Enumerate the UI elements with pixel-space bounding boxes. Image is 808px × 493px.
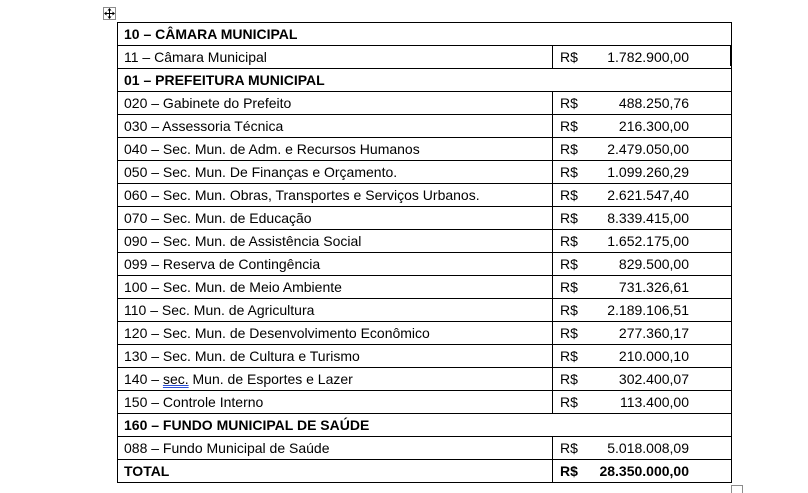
section-header-camara[interactable]: 10 – CÂMARA MUNICIPAL bbox=[118, 23, 732, 46]
table-row bbox=[118, 253, 732, 276]
currency-symbol: R$ bbox=[560, 371, 578, 387]
currency-symbol: R$ bbox=[560, 233, 578, 249]
currency-symbol: R$ bbox=[560, 279, 578, 295]
item-label[interactable]: 040 – Sec. Mun. de Adm. e Recursos Humanos bbox=[118, 138, 553, 161]
table-row bbox=[118, 184, 732, 207]
table-row bbox=[118, 138, 732, 161]
amount-value: 277.360,17 bbox=[618, 325, 689, 341]
amount-cell[interactable] bbox=[553, 207, 732, 230]
amount-cell[interactable] bbox=[553, 345, 732, 368]
amount-value: 731.326,61 bbox=[618, 279, 689, 295]
item-label[interactable]: 030 – Assessoria Técnica bbox=[118, 115, 553, 138]
currency-symbol: R$ bbox=[560, 95, 578, 111]
item-label[interactable]: 020 – Gabinete do Prefeito bbox=[118, 92, 553, 115]
amount-cell[interactable] bbox=[553, 230, 732, 253]
amount-value: 210.000,10 bbox=[618, 348, 689, 364]
amount-value: 5.018.008,09 bbox=[607, 440, 689, 456]
amount-value: 2.189.106,51 bbox=[607, 302, 689, 318]
table-row bbox=[118, 276, 732, 299]
table-row bbox=[118, 322, 732, 345]
currency-symbol: R$ bbox=[560, 210, 578, 226]
amount-value: 2.479.050,00 bbox=[607, 141, 689, 157]
amount-value: 2.621.547,40 bbox=[607, 187, 689, 203]
table-row bbox=[118, 230, 732, 253]
currency-symbol: R$ bbox=[560, 118, 578, 134]
spellcheck-marked-word[interactable]: sec. bbox=[162, 371, 189, 387]
table-move-handle-icon[interactable] bbox=[103, 7, 116, 20]
amount-cell[interactable] bbox=[553, 46, 732, 69]
table-row bbox=[118, 115, 732, 138]
four-arrows-move-icon bbox=[104, 8, 115, 19]
amount-cell[interactable] bbox=[553, 368, 732, 391]
total-row bbox=[118, 460, 732, 483]
resize-square-icon[interactable] bbox=[731, 485, 743, 493]
currency-symbol: R$ bbox=[560, 141, 578, 157]
amount-value: 1.099.260,29 bbox=[607, 164, 689, 180]
amount-cell[interactable] bbox=[553, 253, 732, 276]
item-label[interactable]: 088 – Fundo Municipal de Saúde bbox=[118, 437, 553, 460]
table-row bbox=[118, 161, 732, 184]
item-label[interactable]: 099 – Reserva de Contingência bbox=[118, 253, 553, 276]
amount-cell[interactable] bbox=[553, 138, 732, 161]
currency-symbol: R$ bbox=[560, 187, 578, 203]
table-row bbox=[118, 437, 732, 460]
currency-symbol: R$ bbox=[560, 463, 578, 479]
amount-cell[interactable] bbox=[553, 115, 732, 138]
amount-cell[interactable] bbox=[553, 299, 732, 322]
item-label[interactable]: 060 – Sec. Mun. Obras, Transportes e Serviços Urbanos. bbox=[118, 184, 553, 207]
table-row bbox=[118, 92, 732, 115]
currency-symbol: R$ bbox=[560, 302, 578, 318]
section-header-prefeitura[interactable]: 01 – PREFEITURA MUNICIPAL bbox=[118, 69, 732, 92]
currency-symbol: R$ bbox=[560, 164, 578, 180]
table-row bbox=[118, 391, 732, 414]
amount-cell[interactable] bbox=[553, 437, 732, 460]
currency-symbol: R$ bbox=[560, 440, 578, 456]
total-amount-value: 28.350.000,00 bbox=[599, 463, 689, 479]
amount-cell[interactable] bbox=[553, 391, 732, 414]
item-label[interactable]: 130 – Sec. Mun. de Cultura e Turismo bbox=[118, 345, 553, 368]
item-label[interactable] bbox=[118, 368, 553, 391]
currency-symbol: R$ bbox=[560, 49, 578, 65]
budget-table bbox=[117, 22, 732, 483]
table-row bbox=[118, 46, 732, 69]
amount-value: 216.300,00 bbox=[618, 118, 689, 134]
amount-value: 302.400,07 bbox=[618, 371, 689, 387]
amount-cell[interactable] bbox=[553, 276, 732, 299]
currency-symbol: R$ bbox=[560, 394, 578, 410]
amount-value: 8.339.415,00 bbox=[607, 210, 689, 226]
total-label[interactable]: TOTAL bbox=[118, 460, 553, 483]
section-header-fundo-saude[interactable]: 160 – FUNDO MUNICIPAL DE SAÚDE bbox=[118, 414, 732, 437]
item-label[interactable]: 070 – Sec. Mun. de Educação bbox=[118, 207, 553, 230]
item-label[interactable]: 110 – Sec. Mun. de Agricultura bbox=[118, 299, 553, 322]
section-header-row bbox=[118, 414, 732, 437]
amount-cell[interactable] bbox=[553, 184, 732, 207]
item-label[interactable]: 100 – Sec. Mun. de Meio Ambiente bbox=[118, 276, 553, 299]
item-label[interactable]: 150 – Controle Interno bbox=[118, 391, 553, 414]
table-row bbox=[118, 368, 732, 391]
amount-value: 1.782.900,00 bbox=[607, 49, 689, 65]
item-label[interactable]: 050 – Sec. Mun. De Finanças e Orçamento. bbox=[118, 161, 553, 184]
item-label-prefix: 140 – bbox=[124, 371, 163, 387]
table-row bbox=[118, 207, 732, 230]
amount-value: 829.500,00 bbox=[618, 256, 689, 272]
section-header-row bbox=[118, 69, 732, 92]
amount-cell[interactable] bbox=[553, 92, 732, 115]
amount-value: 113.400,00 bbox=[619, 394, 689, 410]
table-row bbox=[118, 299, 732, 322]
amount-value: 1.652.175,00 bbox=[607, 233, 689, 249]
currency-symbol: R$ bbox=[560, 256, 578, 272]
currency-symbol: R$ bbox=[560, 348, 578, 364]
amount-cell[interactable] bbox=[553, 322, 732, 345]
item-label-suffix: Mun. de Esportes e Lazer bbox=[188, 371, 353, 387]
currency-symbol: R$ bbox=[560, 325, 578, 341]
amount-value: 488.250,76 bbox=[618, 95, 689, 111]
total-amount-cell[interactable] bbox=[553, 460, 732, 483]
row-end-marker bbox=[730, 46, 731, 66]
item-label[interactable]: 11 – Câmara Municipal bbox=[118, 46, 553, 69]
section-header-row bbox=[118, 23, 732, 46]
item-label[interactable]: 120 – Sec. Mun. de Desenvolvimento Econômico bbox=[118, 322, 553, 345]
amount-cell[interactable] bbox=[553, 161, 732, 184]
table-row bbox=[118, 345, 732, 368]
item-label[interactable]: 090 – Sec. Mun. de Assistência Social bbox=[118, 230, 553, 253]
